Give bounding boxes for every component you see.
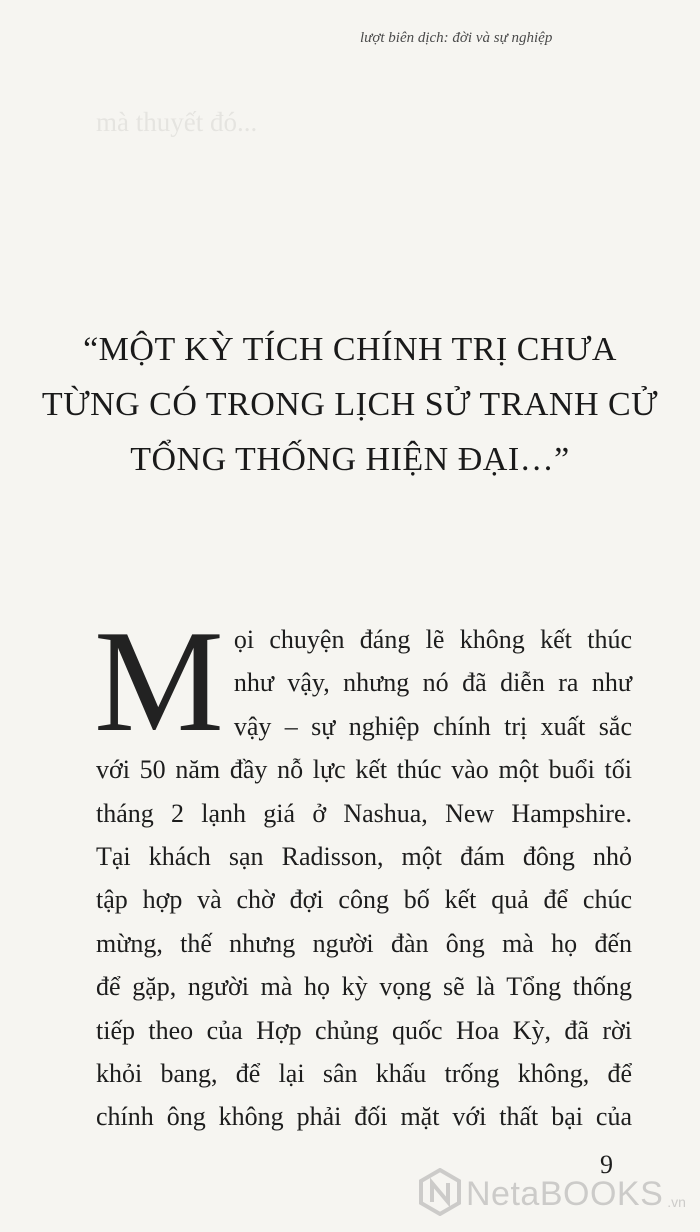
watermark [418, 1168, 686, 1221]
neta-hexagon-icon [418, 1168, 462, 1221]
watermark-text: NetaBOOKS [466, 1175, 664, 1213]
running-head: lượt biên dịch: đời và sự nghiệp [360, 30, 553, 46]
body-line: để gặp, người mà họ kỳ vọng sẽ là Tổng thống [96, 972, 632, 1002]
body-line: tiếp theo của Hợp chủng quốc Hoa Kỳ, đã rời [96, 1015, 632, 1045]
body-line: mừng, thế nhưng người đàn ông mà họ đến [96, 928, 632, 958]
body-line: với 50 năm đầy nỗ lực kết thúc vào một buổi tối [96, 755, 632, 785]
chapter-title-line: “MỘT KỲ TÍCH CHÍNH TRỊ CHƯA [83, 331, 617, 368]
body-line: vậy – sự nghiệp chính trị xuất sắc [233, 711, 632, 741]
body-line: khỏi bang, để lại sân khấu trống không, để [96, 1059, 632, 1089]
body-line: chính ông không phải đối mặt với thất bại của [96, 1102, 632, 1132]
page-number: 9 [600, 1150, 613, 1179]
body-line: Tại khách sạn Radisson, một đám đông nhỏ [96, 842, 632, 872]
chapter-title [0, 322, 700, 487]
chapter-title-line: TỔNG THỐNG HIỆN ĐẠI…” [130, 441, 570, 478]
body-line: như vậy, nhưng nó đã diễn ra như [233, 668, 632, 698]
drop-cap: M [94, 600, 224, 762]
show-through-text: mà thuyết đó... [96, 107, 258, 137]
watermark-suffix: .vn [667, 1193, 686, 1210]
body-line: tháng 2 lạnh giá ở Nashua, New Hampshire. [96, 798, 632, 828]
body-paragraph [94, 600, 632, 1139]
chapter-title-line: TỪNG CÓ TRONG LỊCH SỬ TRANH CỬ [41, 386, 659, 423]
body-line: ọi chuyện đáng lẽ không kết thúc [233, 625, 632, 654]
body-line: tập hợp và chờ đợi công bố kết quả để chúc [96, 885, 632, 915]
